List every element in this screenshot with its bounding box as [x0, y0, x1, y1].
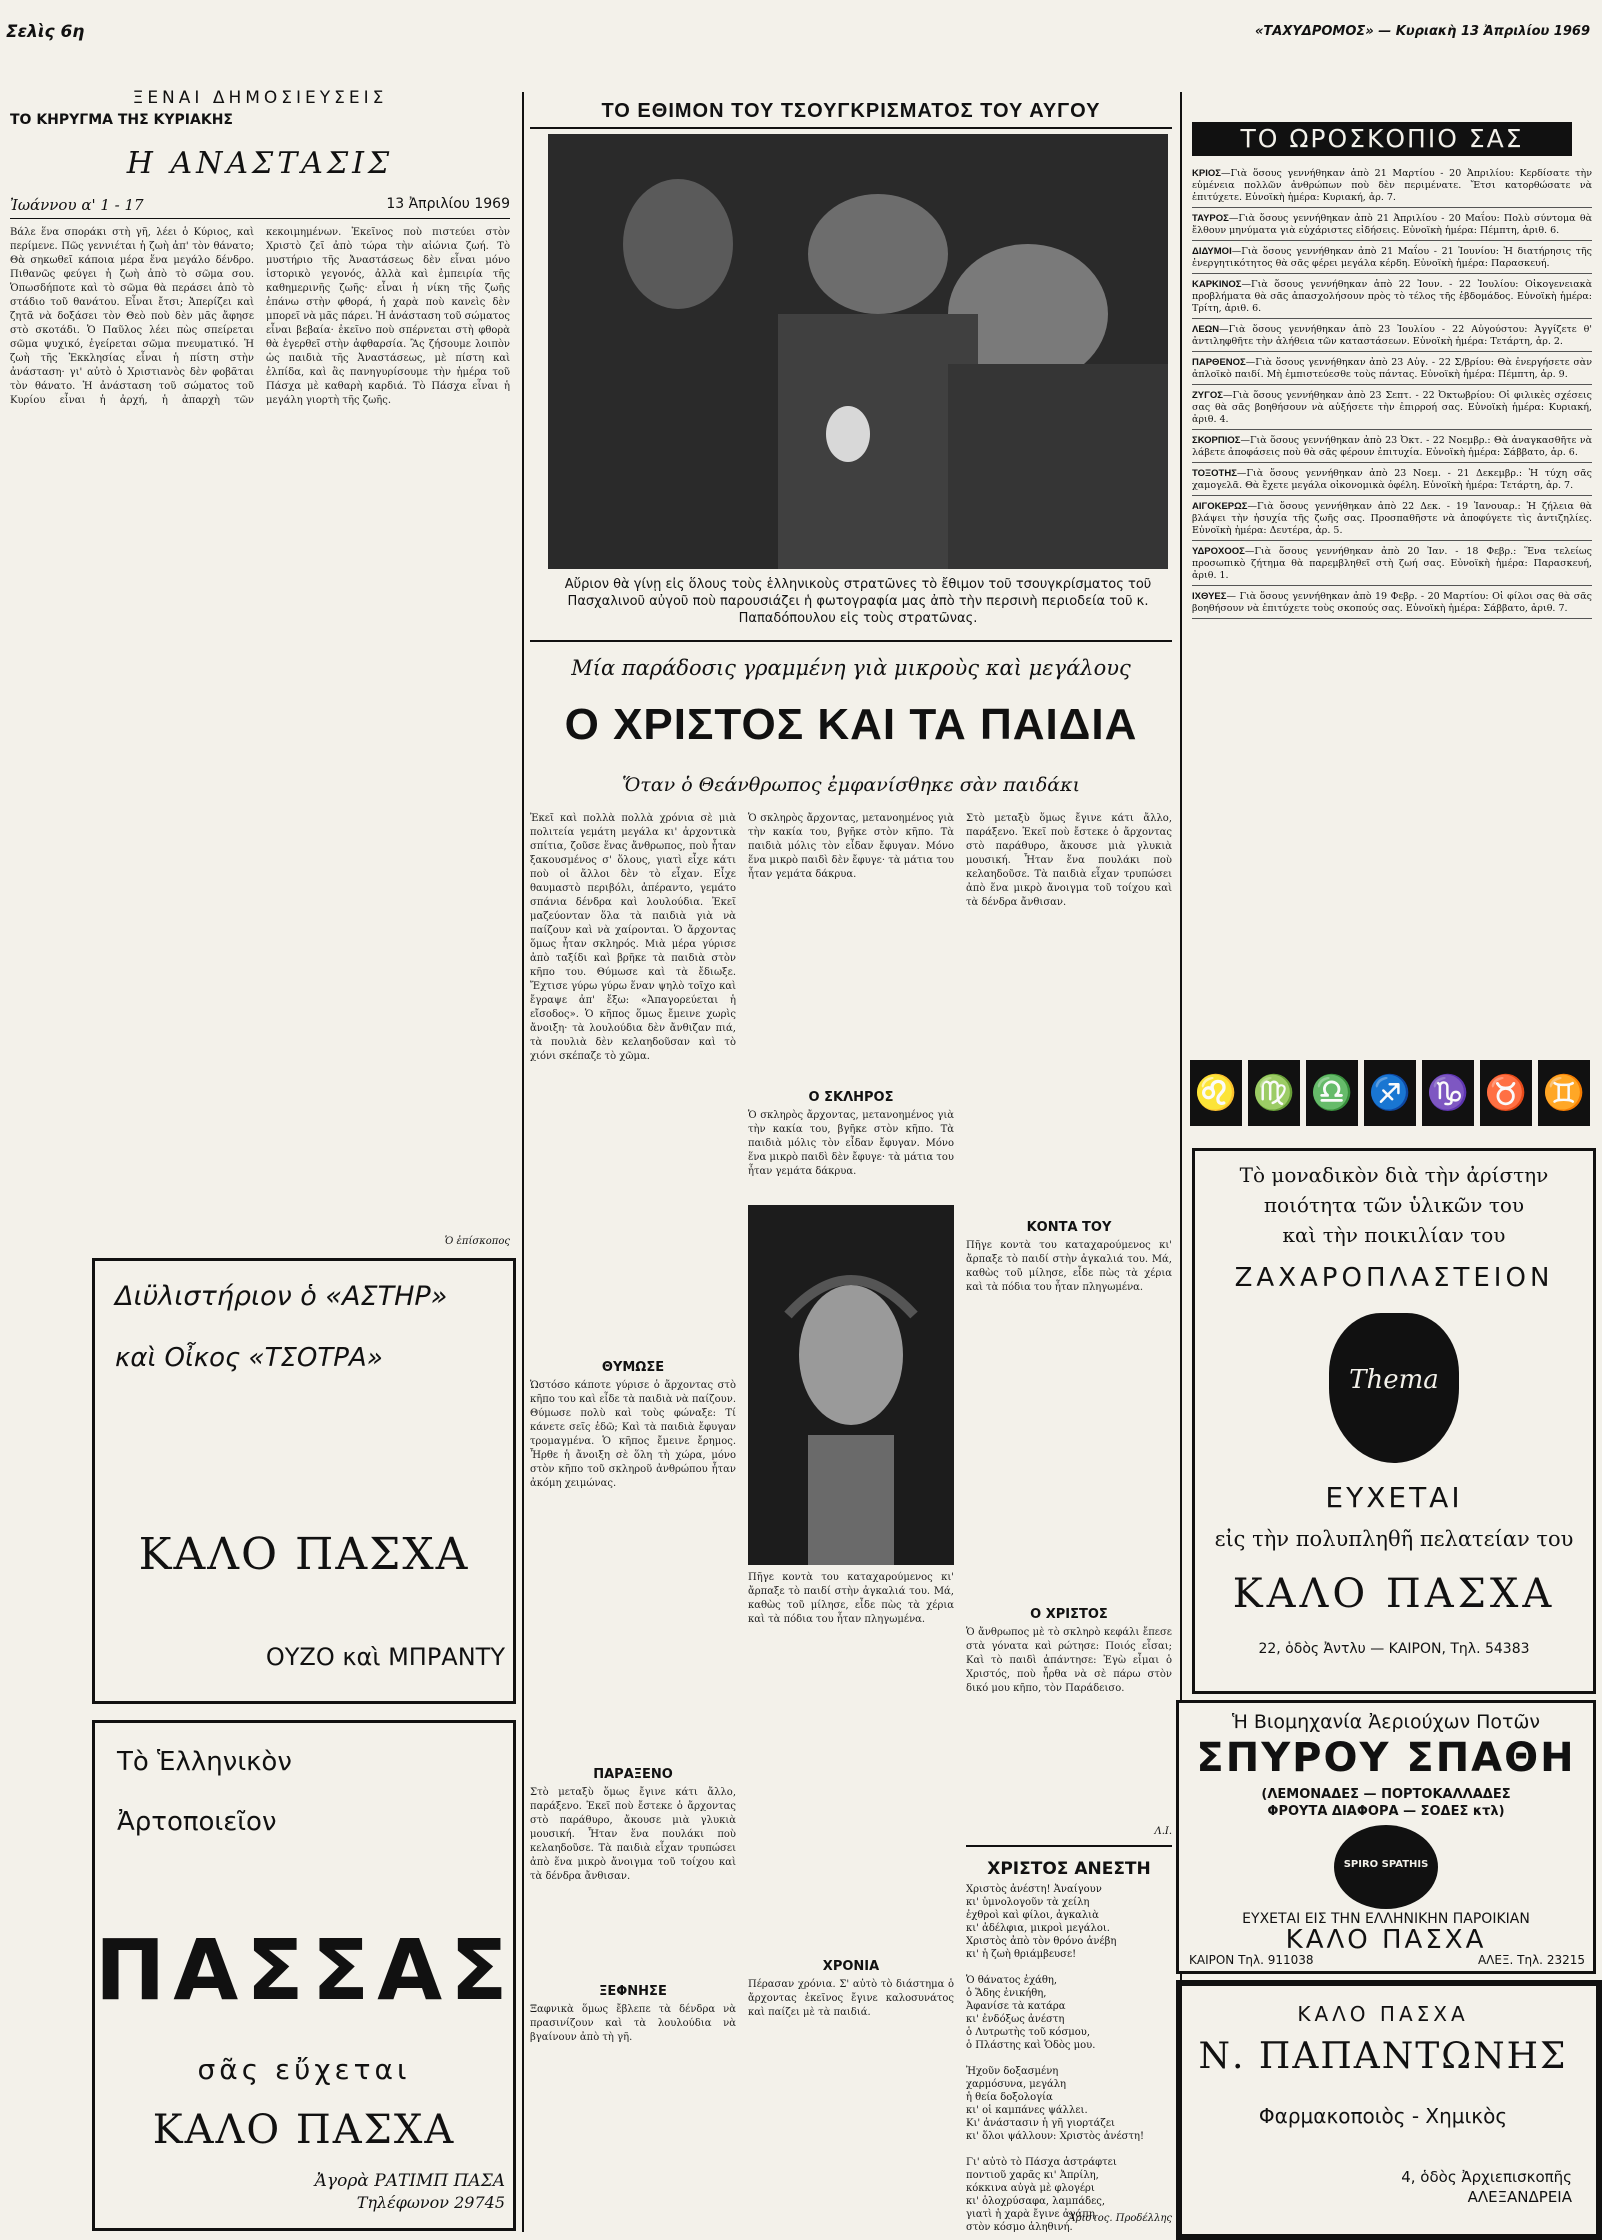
ad-spathi-cairo: ΚΑΙΡΟΝ Τηλ. 911038 [1189, 1953, 1314, 1967]
photo-illustration [548, 134, 1168, 569]
text-xephn: Ξαφνικὰ ὅμως ἔβλεπε τὰ δένδρα νὰ πρασινίζουν καὶ τὰ λουλούδια νὰ βγαίνουν ἀπὸ τὴ γῆ. [530, 2004, 736, 2043]
feature-signature: Λ.Ι. [1154, 1826, 1172, 1837]
poem-line: κόκκινα αὐγὰ μὲ φλογέρι [966, 2183, 1095, 2194]
poem-line: γιατὶ ἡ χαρὰ ἔγινε ἀγάπη [966, 2209, 1095, 2220]
horoscope-item [1192, 324, 1592, 352]
ad-aster-line2: καὶ Οἶκος «ΤΣΟΤΡΑ» [115, 1343, 383, 1373]
sermon-title: Η ΑΝΑΣΤΑΣΙΣ [126, 146, 394, 181]
horoscope-sign: ΚΡΙΟΣ [1192, 168, 1221, 179]
horoscope-sign: ΙΧΘΥΕΣ [1192, 591, 1227, 602]
horoscope-item [1192, 390, 1592, 430]
poem-line: Ἠχοῦν δοξασμένη [966, 2066, 1059, 2077]
horoscope-text: —Γιὰ ὅσους γεννήθηκαν ἀπὸ 23 Ὀκτ. - 22 Νοεμβρ.: Θὰ ἀναγκασθῆτε νὰ λάβετε ἀποφάσεις ποὺ θὰ σᾶς φέρουν ἐπιτυχία. Εὐνοϊκὴ ἡμέρα: Σάββατο, ἀρ. 6. [1192, 435, 1592, 458]
ad-spathi-products1: (ΛΕΜΟΝΑΔΕΣ — ΠΟΡΤΟΚΑΛΛΑΔΕΣ [1261, 1787, 1511, 1802]
ad-spathi [1176, 1700, 1596, 1974]
feature-col-1 [530, 812, 736, 2232]
horoscope-text: — Γιὰ ὅσους γεννήθηκαν ἀπὸ 19 Φεβρ. - 20 Μαρτίου: Οἱ φίλοι σας θὰ σᾶς βοηθήσουν νὰ ἐπιτύχετε τοὺς σκοπούς σας. Εὐνοϊκὴ ἡμέρα: Σάββατο, ἀριθ. 7. [1192, 591, 1592, 614]
horoscope-sign: ΤΑΥΡΟΣ [1192, 213, 1229, 224]
horoscope-text: —Γιὰ ὅσους γεννήθηκαν ἀπὸ 23 Ἰουλίου - 22 Αὐγούστου: Ἀγγίζετε θ' ἀντιληφθῆτε τὴν ἀλήθεια τῶν καταστάσεων. Εὐνοϊκὴ ἡμέρα: Τετάρτη, ἀρ. 2. [1192, 324, 1592, 347]
ad-pharmacy-address1: 4, ὁδὸς Ἀρχιεπισκοπῆς [1401, 2168, 1572, 2186]
poem-line: Ὁ θάνατος ἐχάθη, [966, 1975, 1058, 1986]
poem-signature: Ἄριστος. Προδέλλης [1068, 2213, 1172, 2224]
horoscope-item [1192, 468, 1592, 496]
horoscope-title: ΤΟ ΩΡΟΣΚΟΠΙΟ ΣΑΣ [1192, 122, 1572, 156]
poem-line: κι' ἡ ζωὴ θριάμβευσε! [966, 1949, 1077, 1960]
ad-aster-greeting: ΚΑΛΟ ΠΑΣΧΑ [138, 1529, 470, 1580]
ad-zaxar-address: 22, ὁδὸς Ἀντλυ — ΚΑΙΡΟΝ, Τηλ. 54383 [1258, 1641, 1530, 1657]
feature-subtitle: Ὅταν ὁ Θεάνθρωπος ἐμφανίσθηκε σὰν παιδάκι [621, 774, 1081, 796]
sermon-date: 13 Ἀπριλίου 1969 [386, 196, 510, 212]
ad-spathi-wishes: ΕΥΧΕΤΑΙ ΕΙΣ ΤΗΝ ΕΛΛΗΝΙΚΗΝ ΠΑΡΟΙΚΙΑΝ [1242, 1911, 1530, 1927]
ad-bakery-line1: Τὸ Ἑλληνικὸν [117, 1747, 292, 1777]
poem-line: κι' ἀδέλφια, μικροὶ μεγάλοι. [966, 1923, 1110, 1934]
scripture-ref: Ἰωάννου α' 1 - 17 [10, 196, 144, 214]
poem-line [966, 2143, 1172, 2156]
horoscope-text: —Γιὰ ὅσους γεννήθηκαν ἀπὸ 21 Μαΐου - 21 Ἰουνίου: Ἡ διατήρησις τῆς ἐνεργητικότητος θὰ σᾶς φέρει μεγάλα κέρδη. Εὐνοϊκὴ ἡμέρα: Παρασκευή. [1192, 246, 1592, 269]
poem-line: Κι' ἀνάστασιν ἡ γῆ γιορτάζει [966, 2118, 1115, 2129]
text-xristos: Ὁ ἄνθρωπος μὲ τὸ σκληρὸ κεφάλι ἔπεσε στὰ γόνατα καὶ ρώτησε: Ποιός εἶσαι; Καὶ τὸ παιδὶ ἀπάντησε: Ἐγὼ εἶμαι ὁ Χριστός, ποὺ ἦρθα νὰ σὲ πάρω στὸν δικό μου κῆπο, τὸν Παράδεισο. [966, 1627, 1172, 1694]
zodiac-icon: ♎ [1306, 1060, 1358, 1126]
ad-bakery-greeting: ΚΑΛΟ ΠΑΣΧΑ [152, 2107, 456, 2153]
ad-bakery-line2: Ἀρτοποιεῖον [117, 1807, 277, 1837]
heading-konta: ΚΟΝΤΑ ΤΟΥ [1026, 1220, 1112, 1235]
ad-zaxar-word: ΖΑΧΑΡΟΠΛΑΣΤΕΙΟΝ [1234, 1263, 1554, 1293]
ad-bakery-wishes: σᾶς εὔχεται [197, 2053, 411, 2086]
horoscope-sign: ΔΙΔΥΜΟΙ [1192, 246, 1232, 257]
horoscope-sign: ΤΟΞΟΤΗΣ [1192, 468, 1237, 479]
zodiac-icon: ♍ [1248, 1060, 1300, 1126]
photo-figure [623, 179, 733, 309]
text-paraxeno-cont: Στὸ μεταξὺ ὅμως ἔγινε κάτι ἄλλο, παράξενο. Ἐκεῖ ποὺ ἔστεκε ὁ ἄρχοντας στὸ παράθυρο, ἄκουσε μιὰ γλυκιὰ μουσική. Ἦταν ἕνα πουλάκι ποὺ κελαηδοῦσε. Τὰ παιδιὰ εἶχαν τρυπώσει ἀπὸ ἕνα μικρὸ ἄνοιγμα τοῦ τοίχου καὶ τὰ δένδρα ἄνθισαν. [966, 813, 1172, 908]
horoscope-sign: ΖΥΓΟΣ [1192, 390, 1223, 401]
ad-pharmacy-greeting: ΚΑΛΟ ΠΑΣΧΑ [1297, 2002, 1469, 2026]
text-konta: Πῆγε κοντὰ του καταχαρούμενος κι' ἄρπαξε τὸ παιδί στὴν ἀγκαλιά του. Μά, καθὼς τοῦ μίλησε, εἶδε πὼς τὰ χέρια καὶ τὰ πόδια του ἦταν πληγωμένα. [966, 1240, 1172, 1293]
christ-portrait [748, 1205, 954, 1565]
spathis-logo-text: SPIRO SPATHIS [1343, 1859, 1429, 1870]
ad-zaxar-greeting: ΚΑΛΟ ΠΑΣΧΑ [1232, 1571, 1556, 1617]
heading-xronia: ΧΡΟΝΙΑ [822, 1959, 880, 1974]
horoscope-sign: ΑΙΓΟΚΕΡΩΣ [1192, 501, 1248, 512]
ad-spathi-line1: Ἡ Βιομηχανία Ἀεριούχων Ποτῶν [1231, 1711, 1541, 1733]
ad-pharmacy-profession: Φαρμακοποιὸς - Χημικὸς [1258, 2104, 1508, 2128]
zodiac-row [1190, 1060, 1600, 1130]
horoscope-item [1192, 591, 1592, 619]
spathis-logo [1334, 1825, 1438, 1909]
poem-line: κι' ἐνδόξως ἀνέστη [966, 2014, 1065, 2025]
horoscope-item [1192, 279, 1592, 319]
ad-bakery-phone: Τηλέφωνον 29745 [356, 2193, 505, 2212]
poem-line: Χριστὸς ἀνέστη! Ἀναίγουν [966, 1884, 1102, 1895]
text-thymose: Ὡστόσο κάποτε γύρισε ὁ ἄρχοντας στὸ κῆπο του καὶ εἶδε τὰ παιδιὰ νὰ παίζουν. Θύμωσε πολὺ καὶ τοὺς φώναξε: Τί κάνετε σεῖς ἐδῶ; Καὶ τὰ παιδιὰ ἔφυγαν τρομαγμένα. Ὁ κῆπος ἔμεινε ἔρημος. Ἦρθε ἡ ἄνοιξη σὲ ὅλη τὴ χώρα, μόνο στὸν κῆπο τοῦ σκληροῦ ἀνθρώπου ἦταν ἀκόμη χειμώνας. [530, 1380, 736, 1489]
sermon-body: Βάλε ἕνα σποράκι στὴ γῆ, λέει ὁ Κύριος, καὶ περίμενε. Πῶς γεννιέται ἡ ζωὴ ἀπ' τὸν θάνατο; Θὰ σηκωθεῖ κάποια μέρα ἕνα μεγάλο δένδρο. Πιθανῶς φεύγει ἡ ζωὴ ἀπὸ τὸ σῶμα σου. Ὁπωσδήποτε καὶ τὸ σῶμα θὰ περάσει ἀπὸ τὸ στάδιο τοῦ θανάτου. Εἶναι ἔτσι; Ἀπερίζει καὶ ζητᾶ νὰ δοξάσει τὸν Θεὸ ποὺ δὲν μᾶς ἄφησε στὸ σκοτάδι. Ὁ Παῦλος λέει πὼς σπείρεται σῶμα ψυχικό, ἐγείρεται σῶμα πνευματικό. Ἡ ζωὴ τῆς Ἐκκλησίας εἶναι ἡ πίστη στὴν ἀνάσταση· γι' αὐτὸ ὁ Χριστιανὸς δὲν φοβᾶται τὸν θάνατο. Ἡ ἀνάσταση τοῦ σώματος τοῦ Κυρίου εἶναι ἡ ἀρχή, ἡ ἀπαρχὴ τῶν κεκοιμημένων. Ἐκεῖνος ποὺ πιστεύει στὸν Χριστὸ ζεῖ ἀπὸ τώρα τὴν αἰώνια ζωή. Τὸ μυστήριο τῆς Ἀναστάσεως δὲν εἶναι μόνο ἱστορικὸ γεγονός, ἀλλὰ καὶ ἐμπειρία τῆς καθημερινῆς ζωῆς· εἶναι ἡ νίκη τῆς ζωῆς ἐπάνω στὴν φθορά, ἡ χαρὰ ποὺ κανεὶς δὲν μπορεῖ νὰ μᾶς πάρει. Ἡ ἀνάσταση τοῦ σώματος εἶναι βεβαία· ἐκεῖνο ποὺ σπέρνεται στὴ φθορὰ θὰ ἐγερθεῖ στὴν ἀφθαρσία. Ἂς ζήσουμε λοιπὸν ὡς παιδιὰ τῆς Ἀναστάσεως, μὲ πίστη καὶ ἐλπίδα, καὶ ἂς πανηγυρίσουμε τὴν ἡμέρα τοῦ Πάσχα μὲ καθαρὴ καρδιά. Τὸ Πάσχα εἶναι ἡ μεγάλη γιορτὴ τῆς ζωῆς. [10, 227, 510, 406]
ad-zaxar-wishes: ΕΥΧΕΤΑΙ [1325, 1481, 1463, 1514]
horoscope-item [1192, 213, 1592, 241]
horoscope-sign: ΣΚΟΡΠΙΟΣ [1192, 435, 1241, 446]
ad-zaxar [1192, 1148, 1596, 1694]
poem-line [966, 2052, 1172, 2065]
ad-bakery-name: ΠΑΣΣΑΣ [95, 1921, 516, 2019]
sermon-signature: Ὁ ἐπίσκοπος [444, 1236, 510, 1247]
ad-zaxar-line1: Τὸ μοναδικὸν διὰ τὴν ἀρίστην [1239, 1163, 1549, 1187]
heading-paraxeno: ΠΑΡΑΞΕΝΟ [593, 1767, 673, 1782]
photo-figure [808, 194, 948, 314]
heading-sklhros: Ο ΣΚΛΗΡΟΣ [808, 1090, 894, 1105]
poem-line: χαρμόσυνα, μεγάλη [966, 2079, 1067, 2090]
ad-spathi-name: ΣΠΥΡΟΥ ΣΠΑΘΗ [1196, 1735, 1576, 1781]
ad-pharmacy [1176, 1980, 1602, 2240]
feature-title: Ο ΧΡΙΣΤΟΣ ΚΑΙ ΤΑ ΠΑΙΔΙΑ [564, 700, 1138, 749]
custom-title: ΤΟ ΕΘΙΜΟΝ ΤΟΥ ΤΣΟΥΓΚΡΙΣΜΑΤΟΣ ΤΟΥ ΑΥΓΟΥ [530, 100, 1172, 129]
poem-line: ὁ Ἅδης ἐνικήθη, [966, 1988, 1047, 1999]
divider [10, 218, 510, 219]
poem-title: ΧΡΙΣΤΟΣ ΑΝΕΣΤΗ [987, 1859, 1151, 1879]
zodiac-icon: ♑ [1422, 1060, 1474, 1126]
poem-line: Ἀφανίσε τὰ κατάρα [966, 2001, 1066, 2012]
column-rule [522, 92, 524, 2232]
horoscope-sign: ΠΑΡΘΕΝΟΣ [1192, 357, 1246, 368]
poem-line: κι' ὑμνολογοῦν τὰ χείλη [966, 1897, 1090, 1908]
christ-image [748, 1205, 954, 1565]
horoscope-item [1192, 501, 1592, 541]
horoscope-sign: ΛΕΩΝ [1192, 324, 1220, 335]
poem-line: στὸν κόσμο ἀληθινή. [966, 2222, 1073, 2233]
horoscope-item [1192, 168, 1592, 208]
horoscope-list [1192, 168, 1592, 1048]
poem-box [966, 1845, 1172, 2233]
zodiac-icon: ♐ [1364, 1060, 1416, 1126]
poem-line: ὁ Πλάστης καὶ Ὁδὸς μου. [966, 2040, 1096, 2051]
poem-line: ἐχθροὶ καὶ φίλοι, ἀγκαλιὰ [966, 1910, 1099, 1921]
heading-xephn: ΞΕΦΝΗΣΕ [599, 1984, 667, 1999]
ad-bakery [92, 1720, 516, 2231]
ad-aster-line1: Διϋλιστήριον ὁ «ΑΣΤΗΡ» [115, 1281, 448, 1312]
horoscope-text: —Γιὰ ὅσους γεννήθηκαν ἀπὸ 21 Μαρτίου - 20 Ἀπριλίου: Κερδίσατε τὴν εὐμένεια πολλῶν ἀνθρώπων ποὺ δὲν περιμένατε. Ἔτσι κατορθώσατε νὰ ἐπιτύχετε. Εὐνοϊκὴ ἡμέρα: Κυριακή, ἀρ. 7. [1192, 168, 1592, 203]
poem-line: ὁ Λυτρωτὴς τοῦ κόσμου, [966, 2027, 1091, 2038]
horoscope-text: —Γιὰ ὅσους γεννήθηκαν ἀπὸ 23 Νοεμ. - 21 Δεκεμβρ.: Ἡ τύχη σᾶς χαμογελᾶ. Θὰ ἔχετε μεγάλα οἰκονομικὰ ὀφέλη. Εὐνοϊκὴ ἡμέρα: Τετάρτη, ἀρ. 7. [1192, 468, 1592, 491]
poem-line: κι' ὁλοχρύσαφα, λαμπάδες, [966, 2196, 1106, 2207]
horoscope-item [1192, 435, 1592, 463]
zodiac-icon: ♌ [1190, 1060, 1242, 1126]
feature-col-2 [748, 812, 954, 2232]
horoscope-text: —Γιὰ ὅσους γεννήθηκαν ἀπὸ 20 Ἰαν. - 18 Φεβρ.: Ἕνα τελείως προσωπικὸ ζήτημα θὰ παρεμβληθεῖ στὴ ζωή σας. Εὐνοϊκὴ ἡμέρα: Παρασκευή, ἀριθ. 1. [1192, 546, 1592, 581]
divider [530, 640, 1172, 642]
horoscope-text: —Γιὰ ὅσους γεννήθηκαν ἀπὸ 22 Ἰουν. - 22 Ἰουλίου: Οἰκογενειακὰ προβλήματα θὰ σᾶς ἀπασχολήσουν πρὸς τὸ τέλος τῆς ἑβδομάδος. Εὐνοϊκὴ ἡμέρα: Τρίτη, ἀριθ. 6. [1192, 279, 1592, 314]
zodiac-icon: ♊ [1538, 1060, 1590, 1126]
ad-aster [92, 1258, 516, 1704]
section-label: ΞΕΝΑΙ ΔΗΜΟΣΙΕΥΣΕΙΣ [132, 88, 388, 108]
feature-kicker: Μία παράδοσις γραμμένη γιὰ μικροὺς καὶ μεγάλους [571, 656, 1131, 680]
text-xronia: Πέρασαν χρόνια. Σ' αὐτὸ τὸ διάστημα ὁ ἄρχοντας ἐκεῖνος ἔγινε καλοσυνάτος καὶ παίζει μὲ τὰ παιδιά. [748, 1979, 954, 2018]
text-paraxeno: Στὸ μεταξὺ ὅμως ἔγινε κάτι ἄλλο, παράξενο. Ἐκεῖ ποὺ ἔστεκε ὁ ἄρχοντας στὸ παράθυρο, ἄκουσε μιὰ γλυκιὰ μουσική. Ἦταν ἕνα πουλάκι ποὺ κελαηδοῦσε. Τὰ παιδιὰ εἶχαν τρυπώσει ἀπὸ ἕνα μικρὸ ἄνοιγμα τοῦ τοίχου καὶ τὰ δένδρα ἄνθισαν. [530, 1787, 736, 1882]
poem-line: κι' οἱ καμπάνες ψάλλει. [966, 2105, 1088, 2116]
thema-logo [1329, 1313, 1459, 1463]
horoscope-item [1192, 246, 1592, 274]
thema-logo-text: Thema [1349, 1365, 1439, 1395]
horoscope-item [1192, 546, 1592, 586]
ad-pharmacy-name: Ν. ΠΑΠΑΝΤΩΝΗΣ [1198, 2036, 1568, 2077]
ad-spathi-products2: ΦΡΟΥΤΑ ΔΙΑΦΟΡΑ — ΣΟΔΕΣ κτλ) [1267, 1804, 1505, 1819]
sermon-kicker: ΤΟ ΚΗΡΥΓΜΑ ΤΗΣ ΚΥΡΙΑΚΗΣ [10, 112, 233, 128]
zodiac-icon: ♉ [1480, 1060, 1532, 1126]
horoscope-sign: ΚΑΡΚΙΝΟΣ [1192, 279, 1242, 290]
poem-line [966, 1961, 1172, 1974]
horoscope-text: —Γιὰ ὅσους γεννήθηκαν ἀπὸ 21 Ἀπριλίου - 20 Μαΐου: Πολὺ σύντομα θὰ ἔλθουν μηνύματα γιὰ εὐχάριστες εἰδήσεις. Εὐνοϊκὴ ἡμέρα: Πέμπτη, ἀριθ. 6. [1192, 213, 1592, 236]
text-konta-intro: Πῆγε κοντὰ του καταχαρούμενος κι' ἄρπαξε τὸ παιδί στὴν ἀγκαλιά του. Μά, καθὼς τοῦ μίλησε, εἶδε πὼς τὰ χέρια καὶ τὰ πόδια του ἦταν πληγωμένα. [748, 1572, 954, 1625]
poem-line: ἡ θεία δοξολογία [966, 2092, 1053, 2103]
ad-pharmacy-address2: ΑΛΕΞΑΝΔΡΕΙΑ [1467, 2188, 1572, 2206]
horoscope-item [1192, 357, 1592, 385]
horoscope-sign: ΥΔΡΟΧΟΟΣ [1192, 546, 1245, 557]
ad-zaxar-line2: ποιότητα τῶν ὑλικῶν του [1263, 1193, 1525, 1217]
page-number: Σελὶς 6η [6, 22, 85, 42]
ad-aster-products: ΟΥΖΟ καὶ ΜΠΡΑΝΤΥ [265, 1643, 505, 1671]
poem-line: Χριστὸς ἀπὸ τὸν θρόνο ἀνέβη [966, 1936, 1117, 1947]
ad-bakery-address: Ἀγορὰ ΡΑΤΙΜΠ ΠΑΣΑ [314, 2171, 505, 2191]
ad-spathi-greeting: ΚΑΛΟ ΠΑΣΧΑ [1285, 1925, 1487, 1955]
heading-xristos: Ο ΧΡΙΣΤΟΣ [1030, 1607, 1108, 1622]
poem-line: ποντιοῦ χαρᾶς κι' Ἀπρίλη, [966, 2170, 1099, 2181]
horoscope-text: —Γιὰ ὅσους γεννήθηκαν ἀπὸ 23 Αὐγ. - 22 Σ/βρίου: Θὰ ἐνεργήσετε σὰν ἀπλοϊκὸ παιδί. Μὴ ἐμπιστεύεσθε τοὺς πάντας. Εὐνοϊκὴ ἡμέρα: Πέμπτη, ἀρ. 9. [1192, 357, 1592, 380]
ad-zaxar-line4: εἰς τὴν πολυπληθῆ πελατείαν του [1214, 1527, 1574, 1551]
egg-shape [826, 406, 870, 462]
horoscope-text: —Γιὰ ὅσους γεννήθηκαν ἀπὸ 23 Σεπτ. - 22 Ὀκτωβρίου: Οἱ φιλικὲς σχέσεις σας θὰ σᾶς βοηθήσουν νὰ αὐξήσετε τὴν ἐπιρροή σας. Εὐνοϊκὴ ἡμέρα: Κυριακή, ἀριθ. 4. [1192, 390, 1592, 425]
ad-zaxar-line3: καὶ τὴν ποικιλίαν του [1282, 1223, 1506, 1247]
egg-custom-photo [548, 134, 1168, 569]
ad-spathi-alex: ΑΛΕΞ. Τηλ. 23215 [1477, 1953, 1585, 1967]
feature-col-3 [966, 812, 1172, 2232]
text-sklhros: Ὁ σκληρὸς ἄρχοντας, μετανοημένος γιὰ τὴν κακία του, βγῆκε στὸν κῆπο. Τὰ παιδιὰ μόλις τὸν εἶδαν ἔφυγαν. Μόνο ἕνα μικρὸ παιδὶ δὲν ἔφυγε· τὰ μάτια του ἦταν γεμάτα δάκρυα. [748, 1110, 954, 1177]
text-sklhros-intro: Ὁ σκληρὸς ἄρχοντας, μετανοημένος γιὰ τὴν κακία του, βγῆκε στὸν κῆπο. Τὰ παιδιὰ μόλις τὸν εἶδαν ἔφυγαν. Μόνο ἕνα μικρὸ παιδὶ δὲν ἔφυγε· τὰ μάτια του ἦταν γεμάτα δάκρυα. [748, 813, 954, 880]
photo-caption: Αὔριον θὰ γίνῃ εἰς ὅλους τοὺς ἑλληνικοὺς στρατῶνες τὸ ἔθιμον τοῦ τσουγκρίσματος τοῦ Πασχαλινοῦ αὐγοῦ ποὺ παρουσιάζει ἡ φωτογραφία μας ἀπὸ τὴν περσινὴ περιοδεία τοῦ κ. Παπαδόπουλου εἰς τοὺς στρατῶνας. [564, 577, 1152, 626]
poem-line: Γι' αὐτὸ τὸ Πάσχα ἀστράφτει [966, 2157, 1117, 2168]
feature-body: Ἐκεῖ καὶ πολλὰ πολλὰ χρόνια σὲ μιὰ πολιτεία γεμάτη μεγάλα κι' ἀρχοντικὰ σπίτια, ζοῦσε ἕνας ἄνθρωπος, ποὺ ἦταν ξακουσμένος σ' ὅλους, γιατὶ εἶχε κάτι ποὺ οἱ ἄλλοι δὲν τὸ εἶχαν. Εἶχε θαυμαστὸ περιβόλι, ἀπέραντο, γεμάτο σπάνια δένδρα καὶ λουλούδια. Ἐκεῖ μαζεύονταν ὅλα τὰ παιδιὰ γιὰ νὰ παίζουν καὶ νὰ χαίρονται. Ὁ ἄρχοντας ὅμως ἦταν σκληρός. Μιὰ μέρα γύρισε ἀπὸ ταξίδι καὶ βρῆκε τὰ παιδιὰ στὸν κῆπο του. Θύμωσε καὶ τὰ ἔδιωξε. Ἔχτισε γύρω γύρω ἕναν ψηλὸ τοῖχο καὶ ἔγραψε ἀπ' ἔξω: «Ἀπαγορεύεται ἡ εἴσοδος». Ὁ κῆπος ὅμως ἔμεινε χωρὶς ἄνοιξη· τὰ λουλούδια δὲν ἄνθιζαν πιά, τὰ πουλιὰ δὲν κελαηδοῦσαν καὶ τὸ χιόνι σκέπαζε τὸ χῶμα. [530, 813, 736, 1062]
masthead-date: «ΤΑΧΥΔΡΟΜΟΣ» — Κυριακὴ 13 Ἀπριλίου 1969 [1254, 24, 1590, 39]
heading-thymose: ΘΥΜΩΣΕ [601, 1360, 665, 1375]
horoscope-text: —Γιὰ ὅσους γεννήθηκαν ἀπὸ 22 Δεκ. - 19 Ἰανουαρ.: Ἡ ζήλεια θὰ βλάψει τὴν ἡσυχία τῆς ζωῆς σας. Προσπαθῆστε νὰ ἀποφύγετε τὶς ἀντιζηλίες. Εὐνοϊκὴ ἡμέρα: Δευτέρα, ἀρ. 5. [1192, 501, 1592, 536]
poem-line: κι' ὅλοι ψάλλουν: Χριστὸς ἀνέστη! [966, 2131, 1145, 2142]
